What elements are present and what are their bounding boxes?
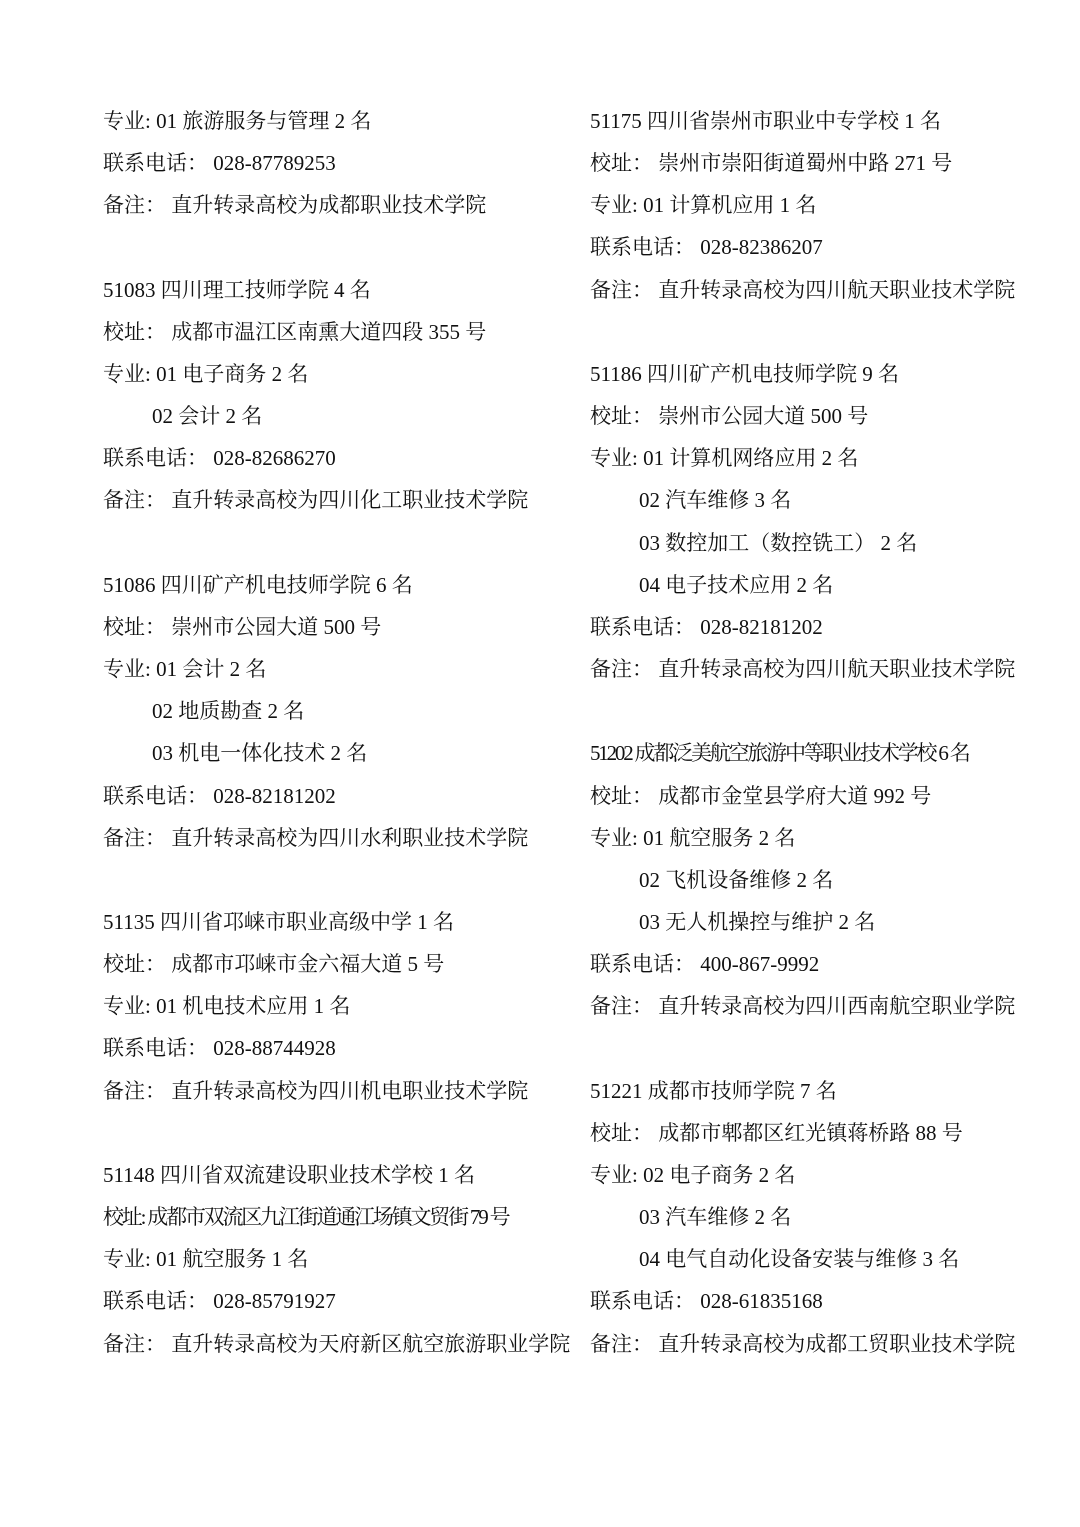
major-line: 专业: 01 航空服务 1 名 [103,1247,309,1272]
major-continuation-line: 04 电气自动化设备安装与维修 3 名 [639,1247,960,1272]
remark-line: 备注： 直升转录高校为四川水利职业技术学院 [103,825,529,850]
major-line: 专业: 01 计算机网络应用 2 名 [590,446,859,471]
major-line: 专业: 01 航空服务 2 名 [590,825,796,850]
phone-line: 联系电话： 028-87789253 [103,151,336,176]
left-column [103,100,578,1365]
blank-line [103,859,578,901]
phone-line: 联系电话： 028-61835168 [590,1289,823,1314]
major-continuation-line: 02 会计 2 名 [152,404,263,429]
remark-line: 备注： 直升转录高校为四川化工职业技术学院 [103,488,529,513]
school-address-line: 校址： 成都市温江区南熏大道四段 355 号 [103,319,487,344]
remark-line: 备注： 直升转录高校为成都工贸职业技术学院 [590,1331,1016,1356]
phone-line: 联系电话： 028-82181202 [103,783,336,808]
school-header-line: 51135 四川省邛崃市职业高级中学 1 名 [103,909,454,934]
school-header-line: 51202 成都泛美航空旅游中等职业技术学校 6 名 [590,741,969,766]
blank-line [103,1112,578,1154]
blank-line [103,522,578,564]
school-address-line: 校址: 成都市双流区九江街道通江场镇文贸街 79 号 [103,1205,509,1230]
major-line: 专业: 01 会计 2 名 [103,657,267,682]
school-address-line: 校址： 成都市金堂县学府大道 992 号 [590,783,932,808]
major-continuation-line: 02 飞机设备维修 2 名 [639,867,834,892]
blank-line [590,690,1050,732]
major-continuation-line: 02 地质勘查 2 名 [152,699,305,724]
remark-line: 备注： 直升转录高校为成都职业技术学院 [103,193,487,218]
major-line: 专业: 02 电子商务 2 名 [590,1162,796,1187]
major-continuation-line: 04 电子技术应用 2 名 [639,572,834,597]
phone-line: 联系电话： 028-82386207 [590,235,823,260]
school-header-line: 51221 成都市技师学院 7 名 [590,1078,837,1103]
remark-line: 备注： 直升转录高校为四川机电职业技术学院 [103,1078,529,1103]
remark-line: 备注： 直升转录高校为四川西南航空职业学院 [590,994,1016,1019]
major-continuation-line: 03 汽车维修 2 名 [639,1205,792,1230]
right-column [590,100,1050,1365]
phone-line: 联系电话： 400-867-9992 [590,952,820,977]
major-line: 专业: 01 电子商务 2 名 [103,361,309,386]
major-continuation-line: 02 汽车维修 3 名 [639,488,792,513]
major-line: 专业: 01 计算机应用 1 名 [590,193,817,218]
blank-line [590,1027,1050,1069]
school-address-line: 校址： 崇州市崇阳街道蜀州中路 271 号 [590,151,953,176]
phone-line: 联系电话： 028-85791927 [103,1289,336,1314]
remark-line: 备注： 直升转录高校为四川航天职业技术学院 [590,657,1016,682]
major-continuation-line: 03 无人机操控与维护 2 名 [639,909,876,934]
school-header-line: 51175 四川省崇州市职业中专学校 1 名 [590,109,941,133]
school-header-line: 51186 四川矿产机电技师学院 9 名 [590,361,899,386]
school-header-line: 51083 四川理工技师学院 4 名 [103,277,371,302]
phone-line: 联系电话： 028-82686270 [103,446,336,471]
blank-line [590,311,1050,353]
phone-line: 联系电话： 028-88744928 [103,1036,336,1061]
major-continuation-line: 03 数控加工（数控铣工） 2 名 [639,530,918,555]
phone-line: 联系电话： 028-82181202 [590,614,823,639]
school-header-line: 51148 四川省双流建设职业技术学校 1 名 [103,1162,475,1187]
school-address-line: 校址： 成都市邛崃市金六福大道 5 号 [103,952,445,977]
remark-line: 备注： 直升转录高校为天府新区航空旅游职业学院 [103,1331,571,1356]
remark-line: 备注： 直升转录高校为四川航天职业技术学院 [590,277,1016,302]
major-line: 专业: 01 旅游服务与管理 2 名 [103,109,372,133]
school-address-line: 校址： 崇州市公园大道 500 号 [590,404,869,429]
school-address-line: 校址： 成都市郫都区红光镇蒋桥路 88 号 [590,1120,963,1145]
blank-line [103,226,578,268]
school-address-line: 校址： 崇州市公园大道 500 号 [103,614,382,639]
major-line: 专业: 01 机电技术应用 1 名 [103,994,351,1019]
school-header-line: 51086 四川矿产机电技师学院 6 名 [103,572,413,597]
major-continuation-line: 03 机电一体化技术 2 名 [152,741,368,766]
